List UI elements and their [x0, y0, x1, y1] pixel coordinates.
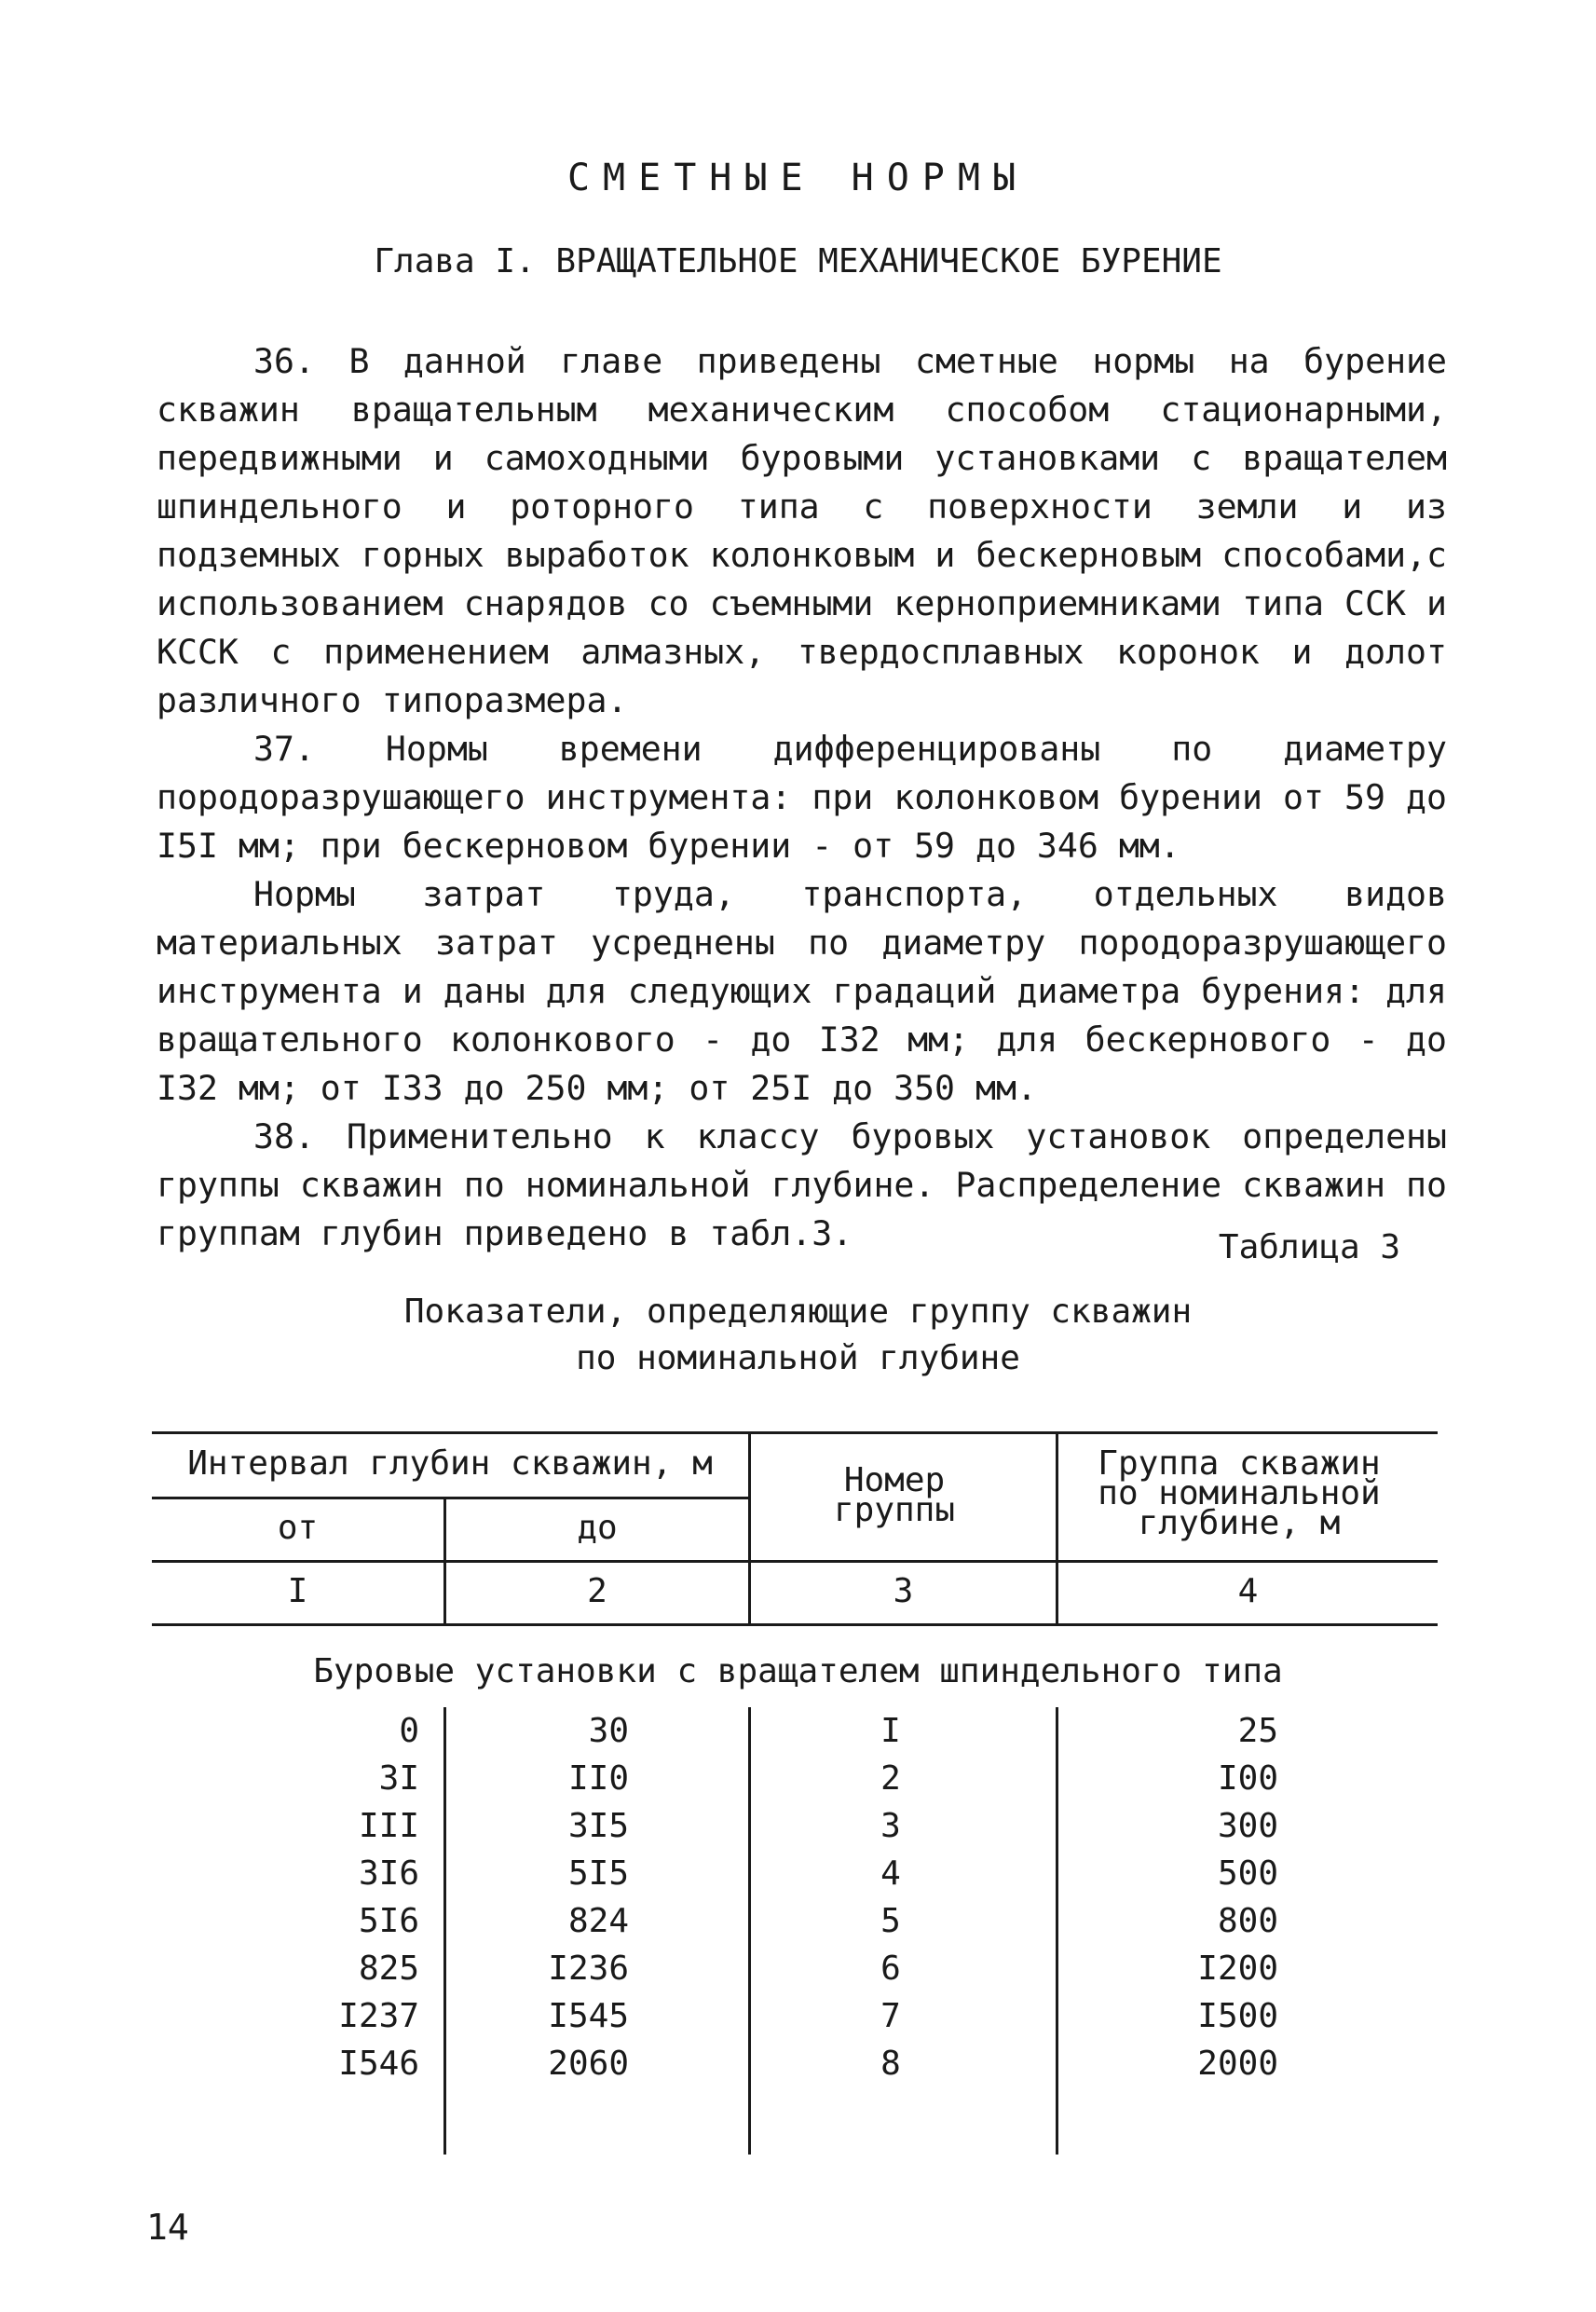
cell-group-number: 3	[880, 1807, 901, 1845]
cell-group-depth: 500	[1217, 1854, 1278, 1893]
column-number-1: I	[287, 1572, 308, 1610]
cell-to: II0	[567, 1759, 629, 1798]
table-title	[0, 1289, 1596, 1382]
cell-from: I546	[338, 2045, 419, 2083]
column-number-4: 4	[1237, 1572, 1259, 1610]
header-bottom-rule	[152, 1560, 1438, 1563]
header-from: от	[277, 1509, 319, 1547]
cell-to: 824	[567, 1902, 629, 1940]
table-section-label: Буровые установки с вращателем шпиндельного типа	[313, 1652, 1283, 1690]
table-row	[0, 1707, 1596, 1755]
cell-group-depth: 2000	[1197, 2045, 1278, 2083]
body-text	[157, 337, 1447, 1258]
cell-group-number: 5	[880, 1902, 901, 1940]
document-heading: СМЕТНЫЕ НОРМЫ	[566, 157, 1030, 199]
cell-group-number: 2	[880, 1759, 901, 1798]
header-group-number: Номер группы	[833, 1461, 956, 1529]
table-row	[0, 2040, 1596, 2087]
cell-group-depth: 800	[1217, 1902, 1278, 1940]
header-interval: Интервал глубин скважин, м	[187, 1444, 713, 1483]
cell-from: III	[358, 1807, 419, 1845]
table-number: Таблица 3	[1218, 1228, 1400, 1266]
table-row	[0, 1945, 1596, 1992]
cell-from: 5I6	[358, 1902, 419, 1940]
cell-from: 3I6	[358, 1854, 419, 1893]
chapter-title: Глава I. ВРАЩАТЕЛЬНОЕ МЕХАНИЧЕСКОЕ БУРЕНИЕ	[374, 242, 1222, 280]
column-number-2: 2	[587, 1572, 607, 1610]
cell-group-number: 4	[880, 1854, 901, 1893]
page-number: 14	[146, 2207, 189, 2248]
cell-to: I545	[548, 1997, 629, 2035]
cell-to: 3I5	[567, 1807, 629, 1845]
cell-to: I236	[548, 1949, 629, 1988]
cell-group-number: 6	[880, 1949, 901, 1988]
paragraph-36: 36. В данной главе приведены сметные нормы на бурение скважин вращательным механическим способом стационарными, передвижными и самоходными буровыми установками с вращателем шпиндельного и роторного типа с поверхности земли и из подземных горных выработок колонковым и бескерновым способами,с использованием снарядов со съемными керноприемниками типа ССК и КССК с применением алмазных, твердосплавных коронок и долот различного типоразмера.	[157, 341, 1447, 720]
cell-group-depth: 300	[1217, 1807, 1278, 1845]
table-row	[0, 1897, 1596, 1945]
cell-from: 825	[358, 1949, 419, 1988]
cell-from: I237	[338, 1997, 419, 2035]
header-group-depth: Группа скважин по номинальной глубине, м	[1098, 1444, 1381, 1542]
paragraph-37: 37. Нормы времени дифференцированы по диаметру породоразрушающего инструмента: при колонковом бурении от 59 до I5I мм; при бескерновом бурении - от 59 до 346 мм.	[157, 729, 1447, 866]
cell-group-depth: 25	[1237, 1712, 1278, 1750]
table-row	[0, 1992, 1596, 2040]
table-row	[0, 1802, 1596, 1850]
cell-from: 0	[399, 1712, 419, 1750]
cell-group-depth: I00	[1217, 1759, 1278, 1798]
cell-to: 30	[588, 1712, 629, 1750]
table-title-line-1: Показатели, определяющие группу скважин	[403, 1293, 1193, 1331]
paragraph-38: 38. Применительно к классу буровых установок определены группы скважин по номинальной глубине. Распределение скважин по группам глубин приведено в табл.3.	[157, 1116, 1447, 1253]
cell-group-number: 8	[880, 2045, 901, 2083]
table-title-line-2: по номинальной глубине	[576, 1339, 1020, 1377]
cell-group-depth: I200	[1197, 1949, 1278, 1988]
column-number-rule	[152, 1623, 1438, 1626]
cell-to: 2060	[548, 2045, 629, 2083]
table-row	[0, 1850, 1596, 1897]
table-row	[0, 1755, 1596, 1802]
header-to: до	[577, 1509, 618, 1547]
cell-group-number: I	[880, 1712, 901, 1750]
cell-group-depth: I500	[1197, 1997, 1278, 2035]
interval-subheader-rule	[152, 1497, 748, 1499]
column-number-3: 3	[893, 1572, 914, 1610]
paragraph-norms: Нормы затрат труда, транспорта, отдельных видов материальных затрат усреднены по диаметру породоразрушающего инструмента и даны для следующих градаций диаметра бурения: для вращательного колонкового - до I32 мм; для бескернового - до I32 мм; от I33 до 250 мм; от 25I до 350 мм.	[157, 874, 1447, 1108]
cell-to: 5I5	[567, 1854, 629, 1893]
table-top-rule	[152, 1431, 1438, 1434]
cell-group-number: 7	[880, 1997, 901, 2035]
cell-from: 3I	[378, 1759, 419, 1798]
